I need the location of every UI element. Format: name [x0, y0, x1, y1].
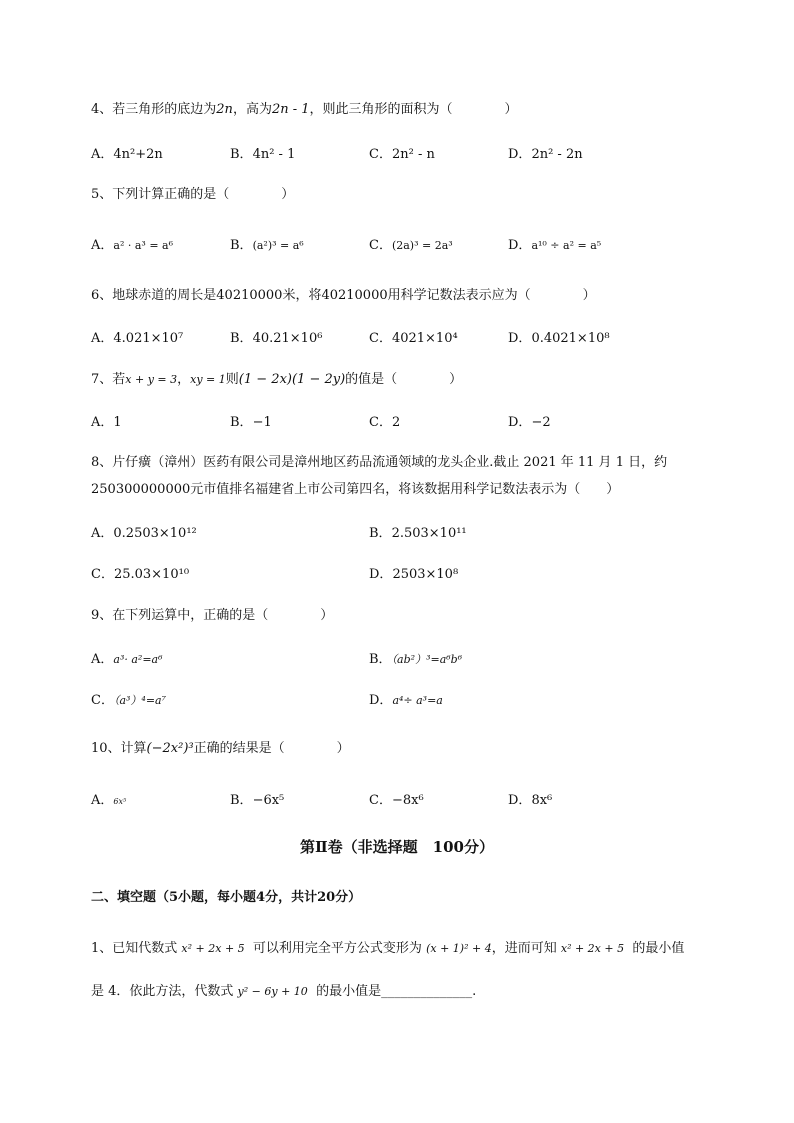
option-letter: A．: [91, 238, 114, 253]
option-letter: B．: [369, 526, 392, 541]
option-text: （a³）⁴=a⁷: [113, 694, 167, 707]
option-letter: B．: [230, 147, 253, 162]
option-text: a⁴÷ a³=a: [392, 694, 443, 707]
option-letter: C．: [369, 415, 392, 430]
question-8-line-2: 250300000000元市值排名福建省上市公司第四名，将该数据用科学记数法表示为（ ）: [91, 482, 620, 497]
q7-expression: (1 − 2x)(1 − 2y): [238, 372, 346, 387]
question-7-stem: [91, 368, 462, 387]
option-letter: C．: [369, 147, 392, 162]
q4-option-a[interactable]: [91, 143, 163, 162]
q8-option-a[interactable]: [91, 522, 197, 541]
option-text: 0.2503×10¹²: [113, 526, 197, 541]
option-letter: D．: [508, 331, 532, 346]
fill1-expression-3: x² + 2x + 5: [560, 942, 625, 955]
section-2-heading: 二、填空题（5小题，每小题4分，共计20分）: [91, 890, 362, 905]
q8-option-d[interactable]: [369, 563, 458, 582]
option-letter: C．: [369, 238, 392, 253]
q7-option-d[interactable]: [508, 411, 551, 430]
q9-option-c[interactable]: [91, 689, 166, 708]
q10-option-d[interactable]: [508, 789, 552, 808]
fill1-text-f: 的最小值是: [316, 984, 382, 999]
question-5-stem: 5、下列计算正确的是（ ）: [91, 187, 295, 202]
q10-text-b: 正确的结果是（ ）: [193, 741, 350, 756]
option-text: a³· a²=a⁶: [113, 653, 163, 666]
question-8-line-1: 8、片仔癀（漳州）医药有限公司是漳州地区药品流通领域的龙头企业.截止 2021 年 11 月 1 日，约: [91, 455, 668, 470]
q10-text-a: 10、计算: [91, 741, 147, 756]
q10-option-c[interactable]: [369, 789, 424, 808]
option-text: 4.021×10⁷: [113, 331, 184, 346]
option-text: 4n² - 1: [252, 147, 296, 162]
q7-text-a: 7、若: [91, 372, 126, 387]
q8-option-b[interactable]: [369, 522, 467, 541]
q7-text-c: 的值是（ ）: [345, 372, 463, 387]
question-10-stem: [91, 737, 350, 756]
option-letter: A．: [91, 147, 114, 162]
option-text: 25.03×10¹⁰: [113, 567, 190, 582]
q9-option-d[interactable]: [369, 689, 443, 708]
option-letter: B．: [230, 415, 253, 430]
q9-option-a[interactable]: [91, 648, 163, 667]
option-letter: A．: [91, 652, 114, 667]
option-text: 2n² - n: [391, 147, 435, 162]
fill-question-1-line-2: [91, 980, 476, 999]
option-letter: D．: [508, 415, 532, 430]
fill1-expression-1: x² + 2x + 5: [181, 942, 245, 955]
q6-option-b[interactable]: [230, 327, 322, 346]
option-text: （ab²）³=a⁶b⁶: [391, 653, 463, 666]
option-text: 6x⁵: [113, 797, 127, 806]
q4-option-c[interactable]: [369, 143, 435, 162]
option-letter: C．: [369, 793, 392, 808]
q6-option-c[interactable]: [369, 327, 458, 346]
option-text: 4n²+2n: [113, 147, 163, 162]
q10-expression: (−2x²)³: [146, 741, 194, 756]
fill1-expression-2: (x + 1)² + 4: [426, 942, 492, 955]
option-letter: D．: [369, 693, 393, 708]
q5-option-a[interactable]: [91, 234, 173, 253]
fill1-text-c: ，进而可知: [491, 941, 557, 956]
fill1-expression-4: y² − 6y + 10: [237, 985, 308, 998]
option-text: a² · a³ = a⁶: [113, 239, 173, 252]
q5-option-d[interactable]: [508, 234, 601, 253]
q6-option-a[interactable]: [91, 327, 183, 346]
option-text: (2a)³ = 2a³: [391, 239, 453, 252]
fill-question-1-line-1: [91, 937, 684, 956]
q4-height: 2n - 1: [271, 102, 310, 117]
option-text: −2: [531, 415, 551, 430]
option-text: 8x⁶: [531, 793, 553, 808]
q7-option-c[interactable]: [369, 411, 400, 430]
option-text: 1: [113, 415, 122, 430]
question-6-stem: 6、地球赤道的周长是40210000米，将40210000用科学记数法表示应为（ ）: [91, 288, 596, 303]
q7-condition-2: xy = 1: [190, 373, 226, 386]
option-text: (a²)³ = a⁶: [252, 239, 304, 252]
q4-option-d[interactable]: [508, 143, 583, 162]
fill1-text-b: 可以利用完全平方公式变形为: [252, 941, 422, 956]
q4-base: 2n: [216, 102, 233, 117]
fill1-end: .: [472, 984, 477, 999]
option-letter: A．: [91, 526, 114, 541]
q8-option-c[interactable]: [91, 563, 189, 582]
q7-option-b[interactable]: [230, 411, 272, 430]
option-letter: B．: [230, 331, 253, 346]
option-letter: D．: [508, 238, 532, 253]
option-letter: B．: [230, 238, 253, 253]
q10-option-b[interactable]: [230, 789, 284, 808]
option-letter: D．: [369, 567, 393, 582]
option-text: 4021×10⁴: [391, 331, 458, 346]
answer-blank[interactable]: ______________: [381, 984, 473, 999]
q4-text-b: ，高为: [232, 102, 272, 117]
q7-separator: ，: [177, 372, 191, 387]
option-text: 40.21×10⁶: [252, 331, 323, 346]
q5-option-c[interactable]: [369, 234, 453, 253]
question-4-stem: [91, 98, 518, 117]
fill1-text-d: 的最小值: [632, 941, 685, 956]
fill1-text-e: 是 4．依此方法，代数式: [91, 984, 234, 999]
option-text: 2n² - 2n: [531, 147, 583, 162]
q7-condition-1: x + y = 3: [125, 373, 178, 386]
q7-text-b: 则: [225, 372, 239, 387]
part-2-title: 第Ⅱ卷（非选择题 100分）: [300, 838, 494, 856]
option-letter: C．: [91, 693, 114, 708]
option-text: −6x⁵: [252, 793, 285, 808]
q10-option-a[interactable]: [91, 789, 126, 808]
q4-text-a: 4、若三角形的底边为: [91, 102, 217, 117]
q4-option-b[interactable]: [230, 143, 295, 162]
option-letter: A．: [91, 415, 114, 430]
option-letter: B．: [230, 793, 253, 808]
option-text: −1: [252, 415, 272, 430]
option-letter: C．: [91, 567, 114, 582]
option-text: −8x⁶: [391, 793, 424, 808]
option-text: 2.503×10¹¹: [391, 526, 467, 541]
option-letter: A．: [91, 793, 114, 808]
option-text: 0.4021×10⁸: [531, 331, 610, 346]
option-text: 2503×10⁸: [392, 567, 459, 582]
option-letter: D．: [508, 147, 532, 162]
q9-option-b[interactable]: [369, 648, 462, 667]
q6-option-d[interactable]: [508, 327, 610, 346]
q4-text-c: ，则此三角形的面积为（ ）: [309, 102, 518, 117]
option-letter: A．: [91, 331, 114, 346]
q7-option-a[interactable]: [91, 411, 122, 430]
q5-option-b[interactable]: [230, 234, 304, 253]
option-text: 2: [391, 415, 401, 430]
option-letter: C．: [369, 331, 392, 346]
option-text: a¹⁰ ÷ a² = a⁵: [531, 239, 602, 252]
question-9-stem: 9、在下列运算中，正确的是（ ）: [91, 608, 334, 623]
option-letter: B．: [369, 652, 392, 667]
fill1-text-a: 1、已知代数式: [91, 941, 178, 956]
option-letter: D．: [508, 793, 532, 808]
